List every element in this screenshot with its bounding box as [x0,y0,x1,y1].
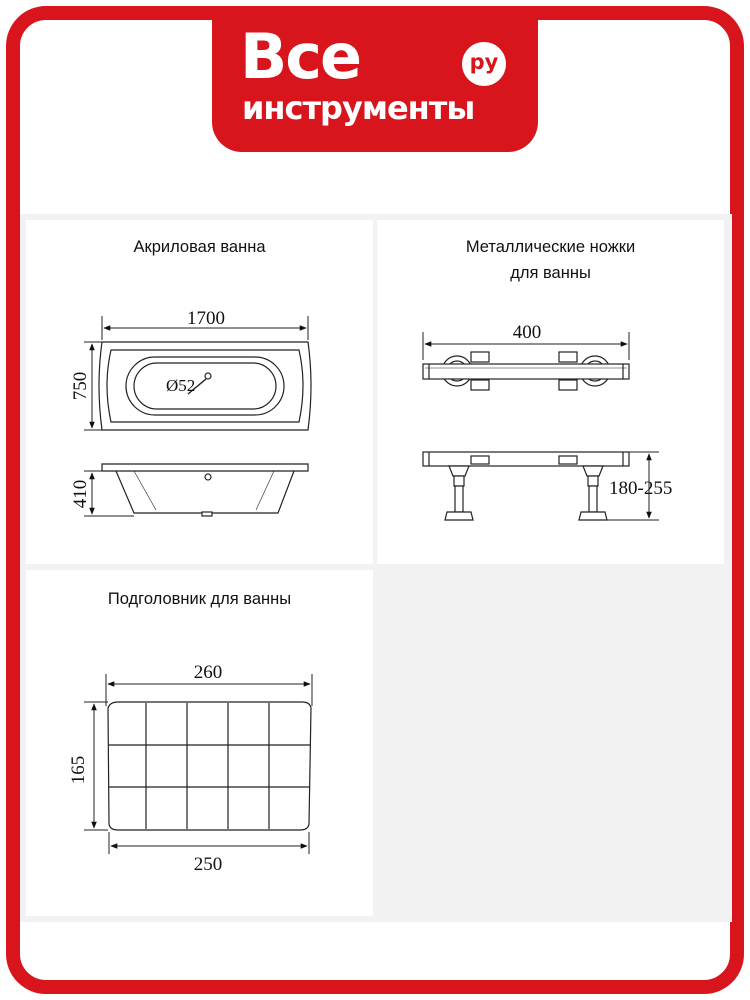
bathtub-height-label: 410 [70,479,91,509]
legs-top-view [423,352,629,390]
legs-drawing [377,220,724,564]
bathtub-title: Акриловая ванна [133,238,266,256]
empty-panel [377,570,724,916]
dimension-250 [109,832,309,854]
bathtub-length-label: 1700 [187,308,225,329]
headrest-title: Подголовник для ванны [107,590,292,608]
bathtub-width-label: 750 [70,371,91,401]
bathtub-drawing [26,220,373,564]
legs-side-view [423,452,629,520]
brand-name: Все [240,20,361,93]
legs-length-label: 400 [512,322,542,343]
bathtub-panel [26,220,373,564]
headrest-top-width-label: 260 [193,662,223,683]
brand-badge: ру [462,42,506,86]
legs-height-label: 180-255 [609,478,673,499]
brand-subtitle: инструменты [242,89,475,127]
headrest-drawing [26,570,373,916]
headrest-body [108,702,311,830]
drain-label: Ø52 [166,376,196,395]
brand-logo[interactable] [212,14,538,152]
legs-title-line2: для ванны [510,264,591,282]
legs-title-line1: Металлические ножки [465,238,636,256]
bathtub-top-view [99,342,311,430]
headrest-panel [26,570,373,916]
headrest-bottom-width-label: 250 [193,854,223,875]
headrest-height-label: 165 [68,755,89,785]
bathtub-side-view [102,464,308,516]
legs-panel [377,220,724,564]
